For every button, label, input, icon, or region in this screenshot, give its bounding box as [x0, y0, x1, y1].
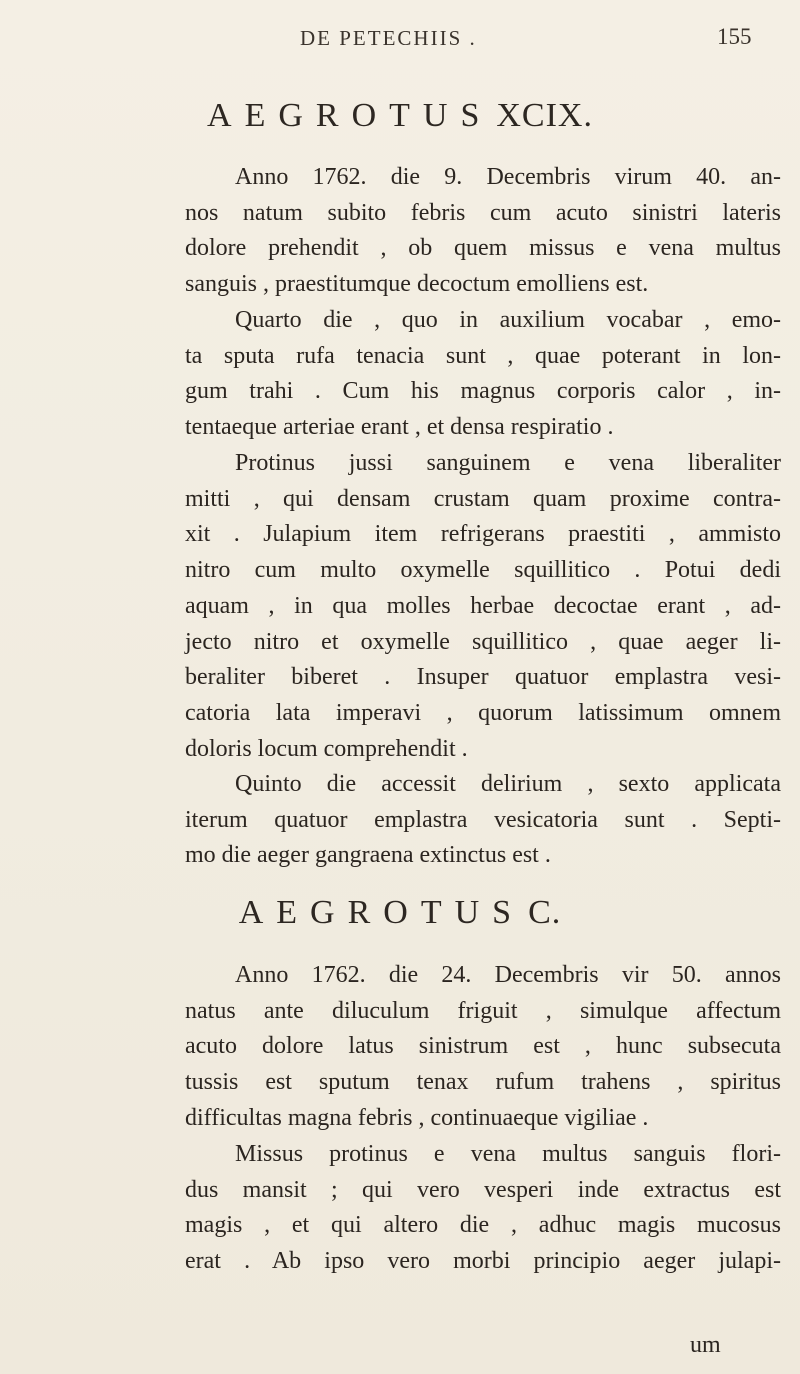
text-line: nos natum subito febris cum acuto sinistri lateris — [185, 199, 781, 226]
text-line: iterum quatuor emplastra vesicatoria sunt . Septi- — [185, 806, 781, 833]
text-line: natus ante diluculum friguit , simulque affectum — [185, 997, 781, 1024]
text-line: aquam , in qua molles herbae decoctae erant , ad- — [185, 592, 781, 619]
case-xcix-paragraph-1 — [185, 160, 781, 303]
text-line: mitti , qui densam crustam quam proxime contra- — [185, 485, 781, 512]
text-line: dus mansit ; qui vero vesperi inde extractus est — [185, 1176, 781, 1203]
text-line: catoria lata imperavi , quorum latissimum omnem — [185, 699, 781, 726]
text-line: sanguis , praestitumque decoctum emolliens est. — [185, 271, 649, 298]
text-line: jecto nitro et oxymelle squillitico , quae aeger li- — [185, 628, 781, 655]
text-line: Quinto die accessit delirium , sexto applicata — [235, 771, 781, 797]
text-line: tentaeque arteriae erant , et densa respiratio . — [185, 414, 614, 441]
text-line: xit . Julapium item refrigerans praestiti , ammisto — [185, 521, 781, 548]
text-line: Anno 1762. die 24. Decembris vir 50. annos — [235, 962, 781, 988]
text-line: Protinus jussi sanguinem e vena liberaliter — [235, 450, 781, 476]
case-c-paragraph-2 — [185, 1137, 781, 1280]
text-line: magis , et qui altero die , adhuc magis mucosus — [185, 1212, 781, 1239]
running-head — [0, 18, 800, 58]
case-c-paragraph-1 — [185, 958, 781, 1137]
text-line: Missus protinus e vena multus sanguis flori- — [235, 1141, 781, 1167]
text-line: tussis est sputum tenax rufum trahens , spiritus — [185, 1069, 781, 1096]
case-heading-c — [0, 894, 800, 932]
text-line: dolore prehendit , ob quem missus e vena multus — [185, 235, 781, 262]
text-line: doloris locum comprehendit . — [185, 735, 468, 762]
case-heading-number: C. — [528, 894, 562, 931]
text-line: nitro cum multo oxymelle squillitico . Potui dedi — [185, 557, 781, 584]
text-line: mo die aeger gangraena extinctus est . — [185, 842, 551, 869]
case-heading-label: AEGROTUS — [238, 894, 525, 931]
text-line: ta sputa rufa tenacia sunt , quae poterant in lon- — [185, 342, 781, 369]
text-line: Anno 1762. die 9. Decembris virum 40. an- — [235, 164, 781, 190]
case-heading-number: XCIX. — [496, 97, 593, 134]
text-line: beraliter biberet . Insuper quatuor emplastra vesi- — [185, 664, 781, 691]
case-xcix-paragraph-2 — [185, 303, 781, 446]
case-heading-xcix — [0, 97, 800, 135]
case-xcix-paragraph-4 — [185, 767, 781, 874]
running-title: DE PETECHIIS . — [300, 26, 477, 50]
text-line: difficultas magna febris , continuaeque vigiliae . — [185, 1104, 649, 1131]
page-number: 155 — [717, 24, 752, 49]
text-line: acuto dolore latus sinistrum est , hunc subsecuta — [185, 1033, 781, 1060]
text-line: Quarto die , quo in auxilium vocabar , emo- — [235, 307, 781, 333]
case-xcix-paragraph-3 — [185, 446, 781, 767]
text-line: gum trahi . Cum his magnus corporis calor , in- — [185, 378, 781, 405]
text-line: erat . Ab ipso vero morbi principio aeger julapi- — [185, 1248, 781, 1275]
case-heading-label: AEGROTUS — [207, 97, 493, 134]
catchword: um — [690, 1332, 721, 1358]
